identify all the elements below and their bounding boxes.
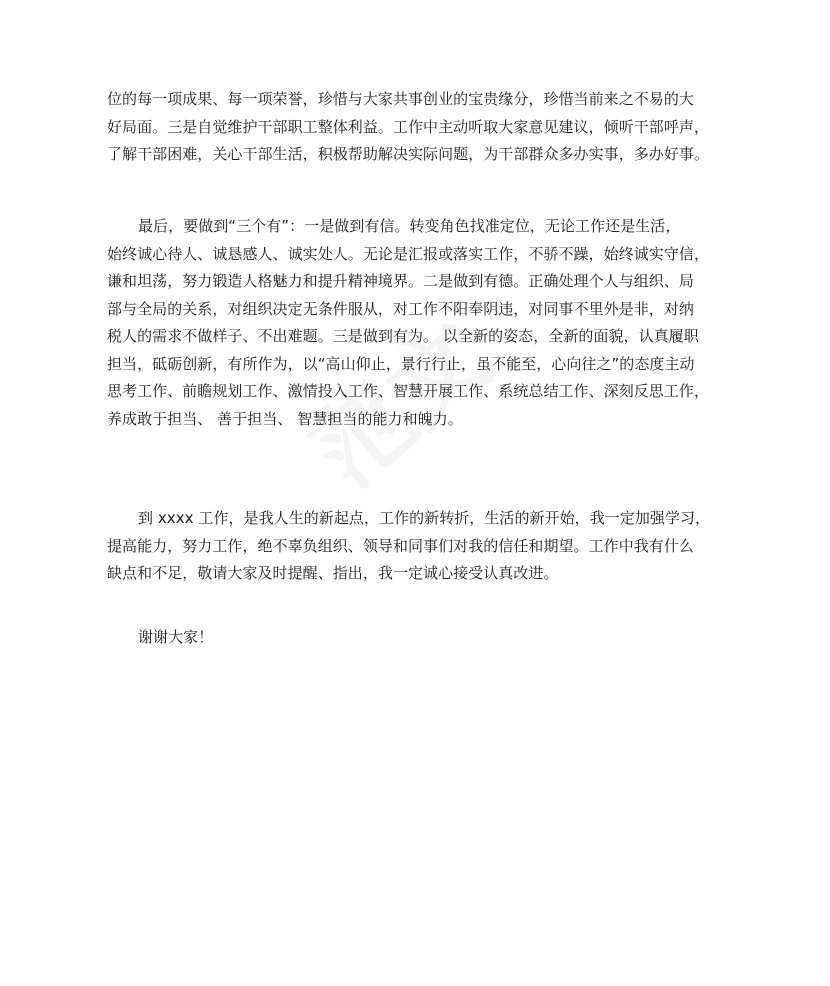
text-line: 养成敢于担当、 善于担当、 智慧担当的能力和魄力。: [107, 409, 463, 428]
text-line: 谦和坦荡，努力锻造人格魅力和提升精神境界。二是做到有德。正确处理个人与组织、局: [107, 272, 694, 290]
text-line: 思考工作、前瞻规划工作、激情投入工作、智慧开展工作、系统总结工作、深刻反思工作，: [107, 382, 710, 400]
text-line: 提高能力，努力工作，绝不辜负组织、领导和同事们对我的信任和期望。工作中我有什么: [107, 536, 694, 555]
text-line: 部与全局的关系，对组织决定无条件服从，对工作不阳奉阴违，对同事不里外是非，对纳: [107, 299, 694, 318]
text-line: 到 xxxx 工作，是我人生的新起点，工作的新转折，生活的新开始，我一定加强学习，: [138, 509, 711, 527]
text-line: 好局面。三是自觉维护干部职工整体利益。工作中主动听取大家意见建议，倾听干部呼声，: [107, 117, 710, 136]
closing-line: 谢谢大家！: [138, 628, 214, 646]
text-line: 税人的需求不做样子、不出难题。三是做到有为。 以全新的姿态，全新的面貌，认真履职: [107, 327, 699, 345]
text-line: 位的每一项成果、每一项荣誉，珍惜与大家共事创业的宝贵缘分，珍惜当前来之不易的大: [107, 90, 694, 108]
paragraph-2: [107, 213, 731, 433]
text-line: 了解干部困难，关心干部生活，积极帮助解决实际问题，为干部群众多办实事，多办好事。: [107, 145, 710, 163]
text-line: 始终诚心待人、诚恳感人、诚实处人。无论是汇报或落实工作，不骄不躁，始终诚实守信，: [107, 244, 710, 263]
text-line: 最后，要做到“三个有”：一是做到有信。转变角色找准定位，无论工作还是生活，: [138, 217, 681, 235]
paragraph-3: [107, 505, 731, 588]
paragraph-1: [107, 86, 731, 169]
text-line: 担当，砥砺创新，有所作为，以“高山仰止，景行行止，虽不能至，心向往之”的态度主动: [107, 354, 695, 373]
paragraph-4: [107, 624, 731, 652]
text-line: 缺点和不足，敬请大家及时提醒、指出，我一定诚心接受认真改进。: [107, 564, 559, 582]
